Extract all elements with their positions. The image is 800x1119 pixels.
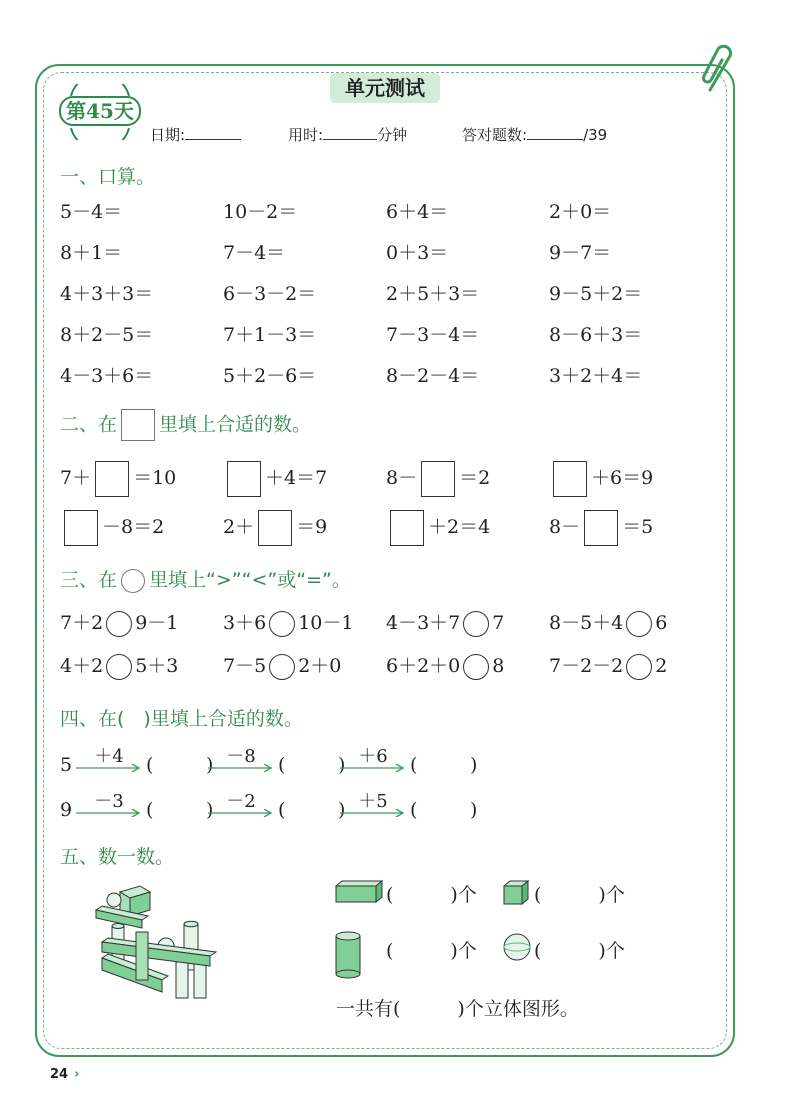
- heading-box-icon: [121, 409, 155, 441]
- compare-right: 10－1: [298, 612, 354, 634]
- compare-left: 4－3＋7: [386, 612, 461, 634]
- stacked-blocks-illustration: [92, 880, 222, 1010]
- arith-problem: 8＋2－5＝: [60, 324, 154, 346]
- cube-icon: [502, 880, 530, 910]
- compare-circle[interactable]: [106, 654, 132, 680]
- number-chain: [60, 789, 540, 829]
- answer-box[interactable]: [95, 461, 129, 497]
- answer-paren-open[interactable]: (: [278, 799, 286, 821]
- arrow-op: ＋4: [94, 746, 124, 767]
- compare-problem: [223, 651, 341, 681]
- compare-left: 4＋2: [60, 655, 104, 677]
- compare-left: 6＋2＋0: [386, 655, 461, 677]
- arith-problem: 7－3－4＝: [386, 324, 480, 346]
- fill-box-problem: [60, 507, 164, 547]
- answer-box[interactable]: [390, 510, 424, 546]
- arith-problem: 2＋5＋3＝: [386, 283, 480, 305]
- cuboid-icon: [334, 880, 384, 908]
- time-field: 用时: 分钟: [288, 126, 408, 144]
- section2-heading: 二、在 里填上合适的数。: [60, 409, 311, 441]
- score-field: 答对题数: /39: [462, 126, 608, 144]
- arith-row: [60, 197, 720, 227]
- expr-right: ＋2＝4: [428, 516, 491, 538]
- compare-right: 9－1: [135, 612, 179, 634]
- arith-problem: 7＋1－3＝: [223, 324, 317, 346]
- compare-circle[interactable]: [463, 654, 489, 680]
- fill-box-problem: [549, 507, 653, 547]
- compare-left: 8－5＋4: [549, 612, 624, 634]
- arrow-op: －3: [94, 791, 124, 812]
- compare-problem: [60, 608, 178, 638]
- fill-box-problem: [60, 458, 176, 498]
- expr-left: 2＋: [223, 516, 255, 538]
- answer-box[interactable]: [64, 510, 98, 546]
- section4-heading: 四、在( )里填上合适的数。: [60, 708, 303, 730]
- arith-problem: 5＋2－6＝: [223, 365, 317, 387]
- answer-box[interactable]: [258, 510, 292, 546]
- arith-problem: 9－5＋2＝: [549, 283, 643, 305]
- compare-right: 8: [492, 655, 505, 677]
- compare-right: 7: [492, 612, 505, 634]
- compare-left: 7－2－2: [549, 655, 624, 677]
- expr-right: －8＝2: [102, 516, 165, 538]
- number-chain: [60, 744, 540, 784]
- compare-row: [60, 608, 720, 638]
- answer-paren-open[interactable]: (: [146, 799, 154, 821]
- fill-box-row: [60, 458, 720, 498]
- arith-problem: 4＋3＋3＝: [60, 283, 154, 305]
- compare-right: 6: [655, 612, 668, 634]
- chain-arrow: [76, 789, 142, 825]
- answer-box[interactable]: [584, 510, 618, 546]
- compare-problem: [386, 608, 504, 638]
- count-answer[interactable]: ( )个: [534, 940, 625, 962]
- compare-problem: [549, 608, 667, 638]
- chain-arrow: [76, 744, 142, 780]
- arrow-op: －8: [226, 746, 256, 767]
- score-blank[interactable]: [527, 126, 583, 140]
- arith-problem: 9－7＝: [549, 242, 612, 264]
- chain-start: 9: [60, 799, 73, 821]
- paperclip-icon: [700, 44, 740, 96]
- arith-problem: 5－4＝: [60, 201, 123, 223]
- cylinder-icon: [334, 930, 362, 984]
- chain-arrow: [208, 789, 274, 825]
- expr-right: ＝9: [296, 516, 328, 538]
- sphere-icon: [502, 932, 532, 966]
- compare-left: 7－5: [223, 655, 267, 677]
- answer-paren-close[interactable]: ): [206, 754, 214, 776]
- fill-box-problem: [549, 458, 653, 498]
- expr-right: ＝5: [622, 516, 654, 538]
- compare-problem: [549, 651, 667, 681]
- section5-heading: 五、数一数。: [60, 846, 175, 868]
- fill-box-problem: [223, 507, 327, 547]
- chain-arrow: [208, 744, 274, 780]
- compare-circle[interactable]: [463, 611, 489, 637]
- fill-box-row: [60, 507, 720, 547]
- arith-problem: 10－2＝: [223, 201, 298, 223]
- fill-box-problem: [223, 458, 327, 498]
- arith-row: [60, 279, 720, 309]
- section3-heading: 三、在 里填上“>”“<”或“=”。: [60, 569, 351, 591]
- total-count-line: 一共有( )个立体图形。: [336, 998, 579, 1020]
- compare-circle[interactable]: [269, 611, 295, 637]
- heading-circle-icon: [121, 569, 145, 593]
- expr-left: 8－: [549, 516, 581, 538]
- answer-box[interactable]: [227, 461, 261, 497]
- arith-problem: 2＋0＝: [549, 201, 612, 223]
- expr-left: 7＋: [60, 467, 92, 489]
- expr-right: ＝2: [459, 467, 491, 489]
- chain-start: 5: [60, 754, 73, 776]
- count-answer[interactable]: ( )个: [386, 884, 477, 906]
- answer-paren-close[interactable]: ): [470, 799, 478, 821]
- fill-box-problem: [386, 507, 490, 547]
- arith-problem: 7－4＝: [223, 242, 286, 264]
- arith-row: [60, 320, 720, 350]
- expr-left: 8－: [386, 467, 418, 489]
- expr-right: ＝10: [133, 467, 177, 489]
- compare-circle[interactable]: [626, 611, 652, 637]
- arith-problem: 3＋2＋4＝: [549, 365, 643, 387]
- day-badge: [55, 84, 145, 140]
- chain-arrow: [340, 744, 406, 780]
- compare-right: 2＋0: [298, 655, 342, 677]
- compare-right: 2: [655, 655, 668, 677]
- compare-left: 3＋6: [223, 612, 267, 634]
- arith-problem: 8－6＋3＝: [549, 324, 643, 346]
- answer-paren-open[interactable]: (: [278, 754, 286, 776]
- answer-paren-close[interactable]: ): [338, 799, 346, 821]
- arrow-op: －2: [226, 791, 256, 812]
- arrow-op: ＋5: [358, 791, 388, 812]
- arith-problem: 8－2－4＝: [386, 365, 480, 387]
- arith-problem: 0＋3＝: [386, 242, 449, 264]
- arith-problem: 6－3－2＝: [223, 283, 317, 305]
- compare-circle[interactable]: [626, 654, 652, 680]
- expr-right: ＋6＝9: [591, 467, 654, 489]
- arith-problem: 8＋1＝: [60, 242, 123, 264]
- arith-row: [60, 238, 720, 268]
- compare-problem: [223, 608, 353, 638]
- page-title: 单元测试: [330, 73, 440, 103]
- answer-box[interactable]: [553, 461, 587, 497]
- expr-right: ＋4＝7: [265, 467, 328, 489]
- answer-paren-close[interactable]: ): [206, 799, 214, 821]
- section1-heading: 一、口算。: [60, 166, 156, 188]
- chain-arrow: [340, 789, 406, 825]
- compare-left: 7＋2: [60, 612, 104, 634]
- count-answer[interactable]: ( )个: [386, 940, 477, 962]
- arith-row: [60, 361, 720, 391]
- page-number: 24 ›: [50, 1067, 80, 1082]
- answer-paren-close[interactable]: ): [338, 754, 346, 776]
- arith-problem: 6＋4＝: [386, 201, 449, 223]
- time-blank[interactable]: [323, 126, 377, 140]
- date-field: 日期:: [150, 124, 241, 145]
- answer-paren-open[interactable]: (: [410, 799, 418, 821]
- compare-right: 5＋3: [135, 655, 179, 677]
- fill-box-problem: [386, 458, 490, 498]
- arith-problem: 4－3＋6＝: [60, 365, 154, 387]
- answer-paren-open[interactable]: (: [410, 754, 418, 776]
- compare-row: [60, 651, 720, 681]
- date-blank[interactable]: [185, 126, 241, 140]
- answer-paren-close[interactable]: ): [470, 754, 478, 776]
- compare-problem: [386, 651, 504, 681]
- count-answer[interactable]: ( )个: [534, 884, 625, 906]
- compare-circle[interactable]: [269, 654, 295, 680]
- compare-problem: [60, 651, 178, 681]
- answer-box[interactable]: [421, 461, 455, 497]
- answer-paren-open[interactable]: (: [146, 754, 154, 776]
- day-badge-label: 第45天: [59, 96, 141, 126]
- arrow-op: ＋6: [358, 746, 388, 767]
- compare-circle[interactable]: [106, 611, 132, 637]
